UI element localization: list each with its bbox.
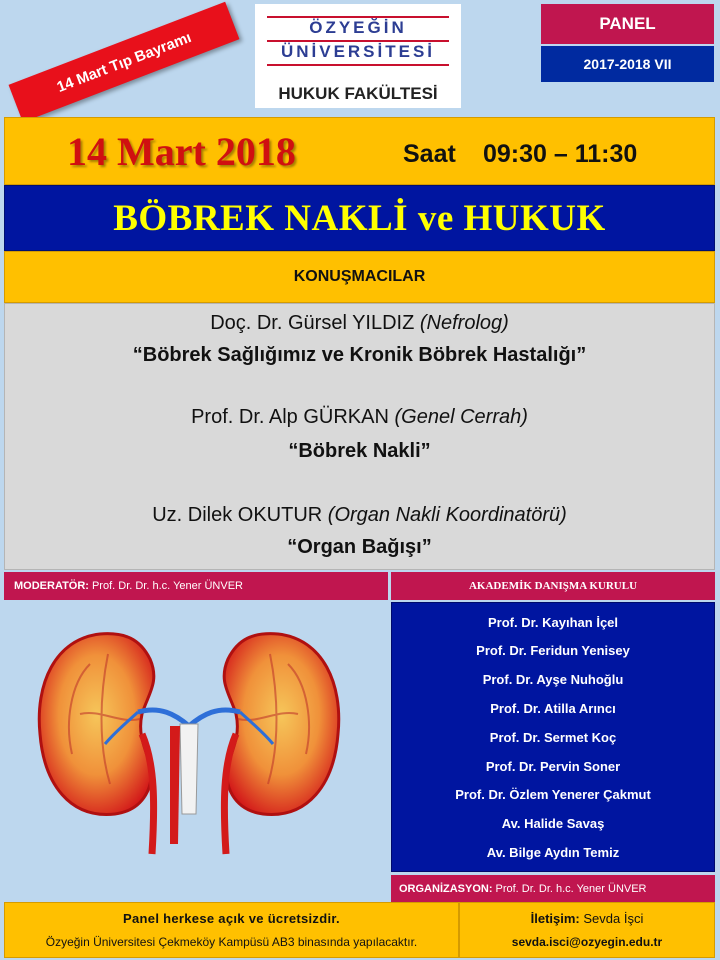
date-band <box>4 117 715 185</box>
speaker-talk-title: “Böbrek Nakli” <box>288 440 431 462</box>
left-kidney-shape <box>39 634 154 815</box>
speaker-role: (Organ Nakli Koordinatörü) <box>327 504 567 526</box>
footer-info <box>4 902 459 958</box>
speakers-heading-text: KONUŞMACILAR <box>293 268 426 285</box>
event-title: BÖBREK NAKLİ ve HUKUK <box>113 197 606 239</box>
speaker-name-text: Uz. Dilek OKUTUR <box>152 504 323 526</box>
panel-term: 2017-2018 VII <box>541 46 714 82</box>
speaker-talk-title: “Organ Bağışı” <box>287 536 432 558</box>
time-label: Saat <box>403 140 456 168</box>
aorta <box>180 724 198 814</box>
right-kidney-shape <box>224 634 339 815</box>
logo-line2: ÜNİVERSİTESİ <box>280 42 436 61</box>
advisory-member: Av. Halide Savaş <box>501 816 605 831</box>
university-logo <box>255 4 461 108</box>
moderator-bar <box>4 572 388 600</box>
advisory-member: Prof. Dr. Atilla Arıncı <box>490 701 616 716</box>
panel-label: PANEL <box>541 4 714 44</box>
advisory-member: Prof. Dr. Özlem Yenerer Çakmut <box>455 787 651 802</box>
advisory-list <box>391 602 715 872</box>
tip-bayrami-badge <box>9 2 240 122</box>
contact-name: Sevda İşci <box>583 911 644 926</box>
advisory-member: Av. Bilge Aydın Temiz <box>486 845 620 860</box>
organization-bar <box>391 875 715 902</box>
advisory-member: Prof. Dr. Feridun Yenisey <box>476 643 630 658</box>
speaker-role: (Nefrolog) <box>419 312 509 334</box>
time-value: 09:30 – 11:30 <box>483 140 638 168</box>
advisory-heading-text: AKADEMİK DANIŞMA KURULU <box>468 580 638 592</box>
speaker-name <box>5 504 714 527</box>
speaker-name-text: Prof. Dr. Alp GÜRKAN <box>191 406 389 428</box>
logo-line1: ÖZYEĞİN <box>309 18 407 37</box>
moderator-label: MODERATÖR: <box>14 580 89 592</box>
title-band <box>4 185 715 251</box>
event-date: 14 Mart 2018 <box>67 129 296 174</box>
organization-label: ORGANİZASYON: <box>399 882 493 895</box>
contact-email[interactable]: sevda.isci@ozyegin.edu.tr <box>511 935 663 949</box>
kidney-illustration <box>30 614 348 864</box>
advisory-heading <box>391 572 715 600</box>
advisory-member: Prof. Dr. Sermet Koç <box>489 730 617 745</box>
speaker-name <box>5 406 714 429</box>
speaker-role: (Genel Cerrah) <box>394 406 528 428</box>
contact-line <box>460 911 714 926</box>
advisory-member: Prof. Dr. Pervin Soner <box>485 759 621 774</box>
speakers-heading <box>4 251 715 303</box>
speaker-talk-title: “Böbrek Sağlığımız ve Kronik Böbrek Hastalığı” <box>132 344 587 366</box>
vena-cava <box>170 726 180 844</box>
advisory-member: Prof. Dr. Ayşe Nuhoğlu <box>482 672 624 687</box>
footer-contact <box>459 902 715 958</box>
speaker-name <box>5 312 714 335</box>
footer-location: Özyeğin Üniversitesi Çekmeköy Kampüsü AB3 binasında yapılacaktır. <box>45 935 418 949</box>
badge-text: 14 Mart Tıp Bayramı <box>54 28 194 96</box>
footer-notice: Panel herkese açık ve ücretsizdir. <box>123 911 340 926</box>
faculty-name: HUKUK FAKÜLTESİ <box>278 84 438 103</box>
contact-label: İletişim: <box>530 911 580 926</box>
organization-name: Prof. Dr. Dr. h.c. Yener ÜNVER <box>495 882 647 895</box>
advisory-member: Prof. Dr. Kayıhan İçel <box>487 615 619 630</box>
speakers-list <box>4 303 715 570</box>
logo-stripe <box>267 64 449 66</box>
moderator-name: Prof. Dr. Dr. h.c. Yener ÜNVER <box>91 580 243 592</box>
speaker-name-text: Doç. Dr. Gürsel YILDIZ <box>210 312 415 334</box>
